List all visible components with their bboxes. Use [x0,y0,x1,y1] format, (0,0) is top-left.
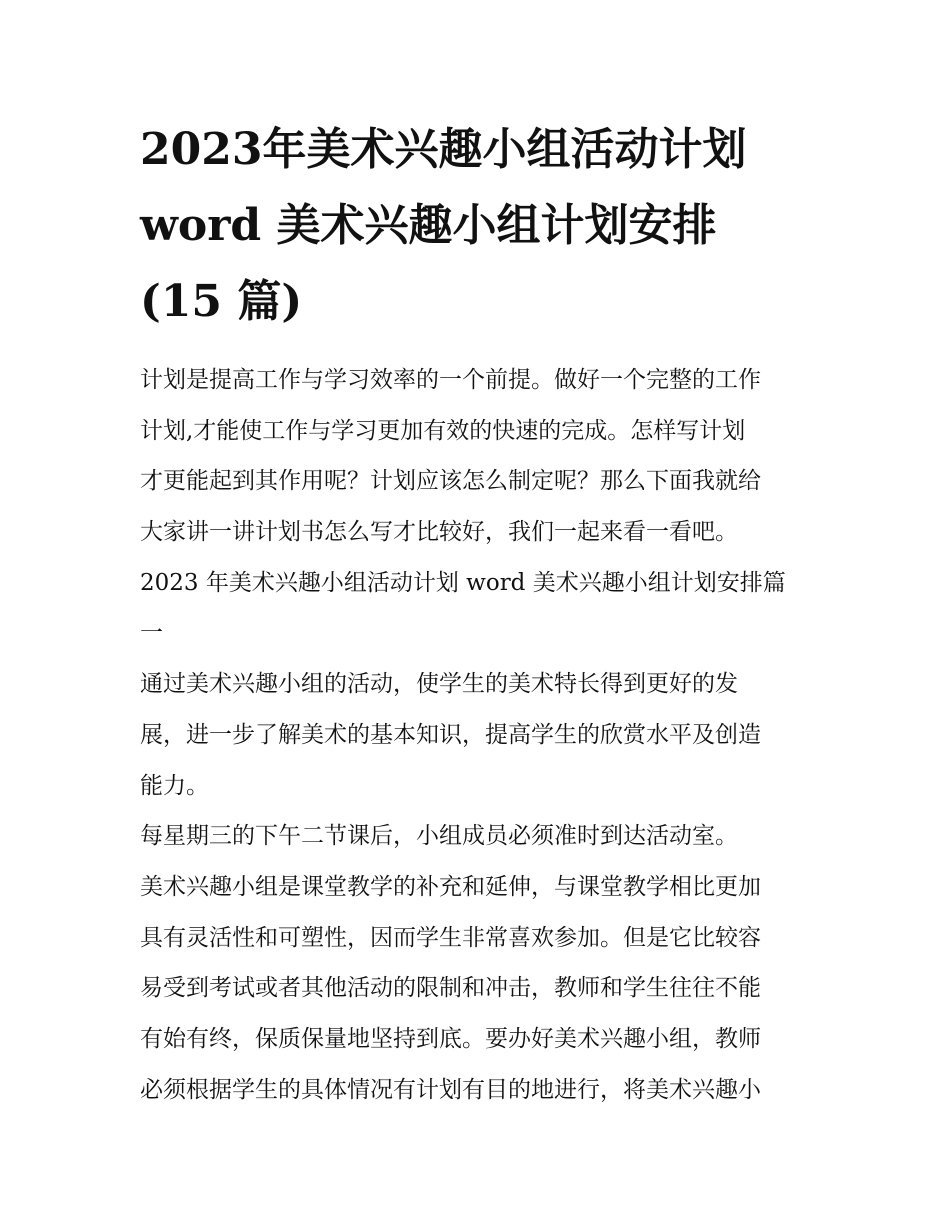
body-line: 才更能起到其作用呢？计划应该怎么制定呢？那么下面我就给 [140,468,761,495]
title-line-3: (15 篇) [140,276,303,327]
body-line: 有始有终，保质保量地坚持到底。要办好美术兴趣小组，教师 [140,1025,761,1052]
section-heading-line: 2023 年美术兴趣小组活动计划 word 美术兴趣小组计划安排篇 [140,569,786,596]
body-line: 展，进一步了解美术的基本知识，提高学生的欣赏水平及创造 [140,721,761,748]
body-line: 易受到考试或者其他活动的限制和冲击，教师和学生往往不能 [140,975,761,1002]
body-line: 必须根据学生的具体情况有计划有目的地进行，将美术兴趣小 [140,1076,761,1103]
section-heading-line: 一 [140,620,163,647]
body-line: 通过美术兴趣小组的活动，使学生的美术特长得到更好的发 [140,671,738,698]
body-line: 美术兴趣小组是课堂教学的补充和延伸，与课堂教学相比更加 [140,873,761,900]
body-line: 每星期三的下午二节课后，小组成员必须准时到达活动室。 [140,823,738,850]
document-title [140,112,820,340]
body-line: 计划是提高工作与学习效率的一个前提。做好一个完整的工作 [140,367,761,393]
document-body [140,355,830,1115]
title-line-1: 2023年美术兴趣小组活动计划 [140,124,747,175]
body-line: 大家讲一讲计划书怎么写才比较好，我们一起来看一看吧。 [140,519,738,546]
body-line: 计划,才能使工作与学习更加有效的快速的完成。怎样写计划 [140,417,746,444]
title-line-2: word 美术兴趣小组计划安排 [140,200,717,251]
body-line: 具有灵活性和可塑性，因而学生非常喜欢参加。但是它比较容 [140,924,761,951]
body-line: 能力。 [140,772,209,799]
